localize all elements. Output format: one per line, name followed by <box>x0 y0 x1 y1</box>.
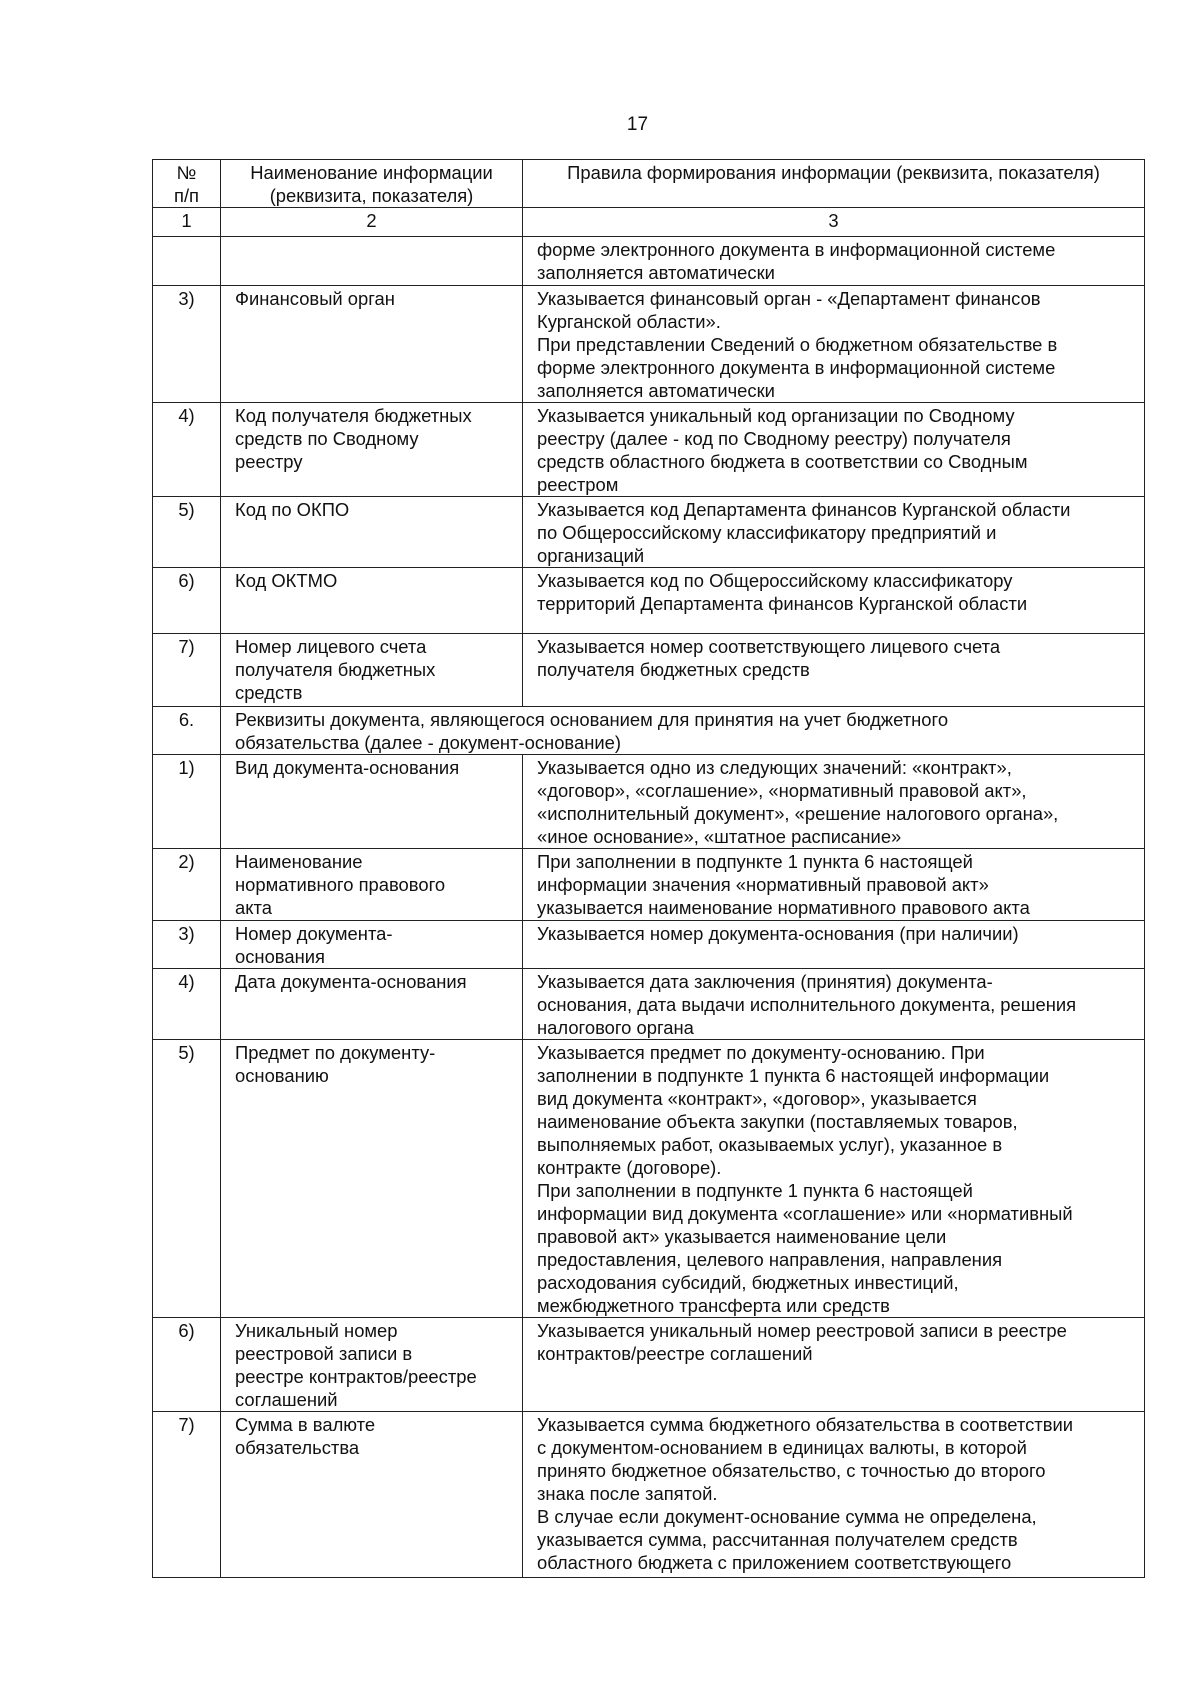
table-row <box>153 403 1145 497</box>
cell-line: Номер лицевого счета <box>235 636 427 657</box>
cell-line: В случае если документ-основание сумма не определена, <box>537 1506 1037 1527</box>
item-rule <box>523 634 1145 707</box>
cell-line: вид документа «контракт», «договор», указывается <box>537 1088 977 1109</box>
cell-line: межбюджетного трансферта или средств <box>537 1295 890 1316</box>
cell-line: 6) <box>178 570 195 591</box>
cell-line: основания, дата выдачи исполнительного документа, решения <box>537 994 1077 1015</box>
table-row <box>153 237 1145 286</box>
table-row <box>153 568 1145 634</box>
cell-line: Указывается код Департамента финансов Курганской области <box>537 499 1071 520</box>
page-number: 17 <box>626 114 649 135</box>
cell-line: форме электронного документа в информационной системе <box>537 239 1056 260</box>
row-number <box>153 921 221 969</box>
column-number: 3 <box>523 208 1145 237</box>
cell-line: средств областного бюджета в соответствии со Сводным <box>537 451 1028 472</box>
cell-line: расходования субсидий, бюджетных инвестиций, <box>537 1272 959 1293</box>
item-name <box>221 1040 523 1318</box>
table-row <box>153 497 1145 568</box>
header-line: Правила формирования информации (реквизита, показателя) <box>567 162 1100 183</box>
header-rules <box>523 160 1145 208</box>
table-row <box>153 969 1145 1040</box>
cell-line: 7) <box>178 636 195 657</box>
item-rule <box>523 1412 1145 1578</box>
cell-line: 3) <box>178 923 195 944</box>
item-name <box>221 403 523 497</box>
cell-line: Указывается финансовый орган - «Департамент финансов <box>537 288 1041 309</box>
cell-line: «иное основание», «штатное расписание» <box>537 826 902 847</box>
cell-line: Реквизиты документа, являющегося основанием для принятия на учет бюджетного <box>235 709 949 730</box>
cell-line: Указывается код по Общероссийскому классификатору <box>537 570 1013 591</box>
item-rule <box>523 1040 1145 1318</box>
cell-line: информации значения «нормативный правовой акт» <box>537 874 989 895</box>
table-row <box>153 1318 1145 1412</box>
cell-line: обязательства <box>235 1437 360 1458</box>
section-title <box>221 707 1145 755</box>
item-name <box>221 237 523 286</box>
cell-line: 5) <box>178 1042 195 1063</box>
cell-line: получателя бюджетных средств <box>537 659 810 680</box>
cell-line: «исполнительный документ», «решение налогового органа», <box>537 803 1059 824</box>
column-number: 2 <box>221 208 523 237</box>
cell-line: Номер документа- <box>235 923 393 944</box>
row-number <box>153 237 221 286</box>
cell-line: нормативного правового <box>235 874 446 895</box>
item-name <box>221 286 523 403</box>
cell-line: информации вид документа «соглашение» или «нормативный <box>537 1203 1073 1224</box>
row-number <box>153 568 221 634</box>
cell-line: Сумма в валюте <box>235 1414 376 1435</box>
table-row <box>153 849 1145 921</box>
row-number <box>153 634 221 707</box>
cell-line: основания <box>235 946 325 967</box>
row-number <box>153 849 221 921</box>
cell-line: Код по ОКПО <box>235 499 350 520</box>
item-rule <box>523 921 1145 969</box>
cell-line: выполняемых работ, оказываемых услуг), указанное в <box>537 1134 1003 1155</box>
item-rule <box>523 755 1145 849</box>
cell-line: средств <box>235 682 303 703</box>
cell-line: знака после запятой. <box>537 1483 718 1504</box>
cell-line: Указывается сумма бюджетного обязательства в соответствии <box>537 1414 1074 1435</box>
cell-line: соглашений <box>235 1389 338 1410</box>
column-number: 1 <box>153 208 221 237</box>
cell-line: наименование объекта закупки (поставляемых товаров, <box>537 1111 1018 1132</box>
item-rule <box>523 849 1145 921</box>
row-number <box>153 286 221 403</box>
cell-line: предоставления, целевого направления, направления <box>537 1249 1003 1270</box>
item-name <box>221 568 523 634</box>
cell-line: 5) <box>178 499 195 520</box>
cell-line: 2) <box>178 851 195 872</box>
cell-line: реестре контрактов/реестре <box>235 1366 477 1387</box>
cell-line: областного бюджета с приложением соответствующего <box>537 1552 1012 1573</box>
header-line: № <box>176 162 197 183</box>
table-row <box>153 1412 1145 1578</box>
cell-line: правовой акт» указывается наименование цели <box>537 1226 947 1247</box>
cell-line: Указывается номер соответствующего лицевого счета <box>537 636 1001 657</box>
cell-line: контракте (договоре). <box>537 1157 722 1178</box>
item-rule <box>523 286 1145 403</box>
cell-line: 6) <box>178 1320 195 1341</box>
cell-line: Указывается дата заключения (принятия) документа- <box>537 971 993 992</box>
item-rule <box>523 568 1145 634</box>
item-name <box>221 1412 523 1578</box>
cell-line: Финансовый орган <box>235 288 395 309</box>
cell-line: с документом-основанием в единицах валюты, в которой <box>537 1437 1027 1458</box>
table-row <box>153 1040 1145 1318</box>
row-number <box>153 707 221 755</box>
cell-line: акта <box>235 897 272 918</box>
row-number <box>153 497 221 568</box>
table-row <box>153 707 1145 755</box>
cell-line: При представлении Сведений о бюджетном обязательстве в <box>537 334 1058 355</box>
header-line: (реквизита, показателя) <box>269 185 474 206</box>
item-name <box>221 755 523 849</box>
item-rule <box>523 237 1145 286</box>
cell-line: налогового органа <box>537 1017 694 1038</box>
header-number <box>153 160 221 208</box>
item-name <box>221 969 523 1040</box>
cell-line: получателя бюджетных <box>235 659 436 680</box>
cell-line: Указывается номер документа-основания (при наличии) <box>537 923 1019 944</box>
item-name <box>221 634 523 707</box>
item-name <box>221 1318 523 1412</box>
cell-line: Указывается одно из следующих значений: «контракт», <box>537 757 1012 778</box>
cell-line: 6. <box>178 709 195 730</box>
header-line: Наименование информации <box>250 162 493 183</box>
cell-line: 4) <box>178 405 195 426</box>
row-number <box>153 1412 221 1578</box>
cell-line: указывается сумма, рассчитанная получателем средств <box>537 1529 1018 1550</box>
cell-line: реестром <box>537 474 619 495</box>
table-header-row <box>153 160 1145 208</box>
cell-line: заполняется автоматически <box>537 380 775 401</box>
cell-line: 4) <box>178 971 195 992</box>
cell-line: реестру <box>235 451 303 472</box>
row-number <box>153 755 221 849</box>
item-rule <box>523 403 1145 497</box>
cell-line: территорий Департамента финансов Курганской области <box>537 593 1028 614</box>
cell-line: Указывается предмет по документу-основанию. При <box>537 1042 985 1063</box>
table-row <box>153 286 1145 403</box>
table-row <box>153 755 1145 849</box>
cell-line: указывается наименование нормативного правового акта <box>537 897 1030 918</box>
row-number <box>153 403 221 497</box>
cell-line: принято бюджетное обязательство, с точностью до второго <box>537 1460 1046 1481</box>
cell-line: 3) <box>178 288 195 309</box>
cell-line: Код получателя бюджетных <box>235 405 472 426</box>
cell-line: При заполнении в подпункте 1 пункта 6 настоящей <box>537 1180 973 1201</box>
cell-line: реестру (далее - код по Сводному реестру) получателя <box>537 428 1011 449</box>
item-name <box>221 497 523 568</box>
cell-line: 1) <box>178 757 195 778</box>
cell-line: реестровой записи в <box>235 1343 413 1364</box>
cell-line: Предмет по документу- <box>235 1042 436 1063</box>
cell-line: Указывается уникальный код организации по Сводному <box>537 405 1015 426</box>
cell-line: организаций <box>537 545 645 566</box>
cell-line: Уникальный номер <box>235 1320 398 1341</box>
cell-line: Дата документа-основания <box>235 971 467 992</box>
cell-line: Наименование <box>235 851 363 872</box>
cell-line: Код ОКТМО <box>235 570 338 591</box>
header-line: п/п <box>173 185 200 206</box>
row-number <box>153 1040 221 1318</box>
item-rule <box>523 497 1145 568</box>
cell-line: 7) <box>178 1414 195 1435</box>
table-row <box>153 634 1145 707</box>
cell-line: «договор», «соглашение», «нормативный правовой акт», <box>537 780 1027 801</box>
column-number-row <box>153 208 1145 237</box>
cell-line: по Общероссийскому классификатору предприятий и <box>537 522 997 543</box>
cell-line: контрактов/реестре соглашений <box>537 1343 813 1364</box>
cell-line: Указывается уникальный номер реестровой записи в реестре <box>537 1320 1067 1341</box>
item-rule <box>523 969 1145 1040</box>
table-row <box>153 921 1145 969</box>
header-name <box>221 160 523 208</box>
cell-line: Вид документа-основания <box>235 757 460 778</box>
cell-line: Курганской области». <box>537 311 721 332</box>
row-number <box>153 969 221 1040</box>
cell-line: обязательства (далее - документ-основание) <box>235 732 622 753</box>
cell-line: заполнении в подпункте 1 пункта 6 настоящей информации <box>537 1065 1050 1086</box>
cell-line: средств по Сводному <box>235 428 419 449</box>
cell-line: При заполнении в подпункте 1 пункта 6 настоящей <box>537 851 973 872</box>
cell-line: заполняется автоматически <box>537 262 775 283</box>
cell-line: форме электронного документа в информационной системе <box>537 357 1056 378</box>
rules-table <box>152 159 1145 1578</box>
item-name <box>221 849 523 921</box>
item-rule <box>523 1318 1145 1412</box>
row-number <box>153 1318 221 1412</box>
item-name <box>221 921 523 969</box>
cell-line: основанию <box>235 1065 329 1086</box>
